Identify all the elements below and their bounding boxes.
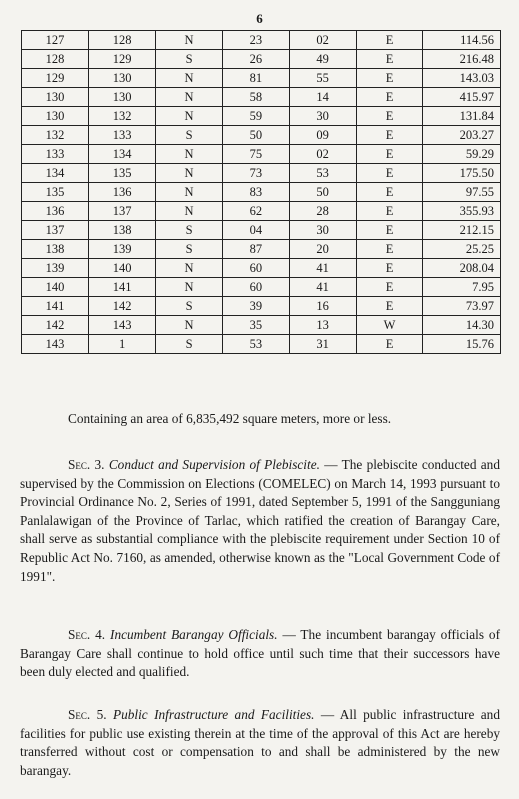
table-cell: 04 <box>222 221 289 240</box>
table-cell: 62 <box>222 202 289 221</box>
boundary-table-body <box>22 31 501 354</box>
table-cell: 41 <box>289 259 356 278</box>
table-row <box>22 259 501 278</box>
table-cell: 16 <box>289 297 356 316</box>
table-cell: E <box>356 164 423 183</box>
table-cell: 50 <box>222 126 289 145</box>
table-cell: 137 <box>22 221 89 240</box>
table-cell: W <box>356 316 423 335</box>
table-cell: 133 <box>89 126 156 145</box>
table-row <box>22 183 501 202</box>
table-cell: 136 <box>22 202 89 221</box>
table-cell: 49 <box>289 50 356 69</box>
table-cell: 35 <box>222 316 289 335</box>
table-cell: E <box>356 31 423 50</box>
table-cell: N <box>156 164 223 183</box>
table-cell: 141 <box>22 297 89 316</box>
table-cell: 208.04 <box>423 259 501 278</box>
table-cell: S <box>156 126 223 145</box>
table-cell: N <box>156 202 223 221</box>
table-cell: 73 <box>222 164 289 183</box>
table-cell: S <box>156 297 223 316</box>
table-cell: E <box>356 107 423 126</box>
table-cell: N <box>156 259 223 278</box>
table-cell: 138 <box>89 221 156 240</box>
table-cell: 55 <box>289 69 356 88</box>
table-row <box>22 164 501 183</box>
table-cell: 14 <box>289 88 356 107</box>
table-cell: 175.50 <box>423 164 501 183</box>
section-5-body: — All public infrastructure and facilities for public use existing therein at the time of the approval of this Act are hereby transferred without cost or compensation to and shall be administered by the new barangay. <box>20 707 500 778</box>
table-cell: 142 <box>89 297 156 316</box>
table-cell: S <box>156 240 223 259</box>
table-cell: 134 <box>89 145 156 164</box>
table-cell: S <box>156 50 223 69</box>
table-cell: 135 <box>22 183 89 202</box>
table-row <box>22 278 501 297</box>
boundary-table <box>21 30 501 354</box>
table-cell: 136 <box>89 183 156 202</box>
table-cell: 75 <box>222 145 289 164</box>
table-row <box>22 31 501 50</box>
table-cell: 141 <box>89 278 156 297</box>
section-4-paragraph <box>20 626 500 682</box>
table-cell: E <box>356 259 423 278</box>
table-cell: 355.93 <box>423 202 501 221</box>
table-cell: 15.76 <box>423 335 501 354</box>
table-cell: 60 <box>222 278 289 297</box>
table-cell: 139 <box>22 259 89 278</box>
table-cell: 39 <box>222 297 289 316</box>
table-cell: 140 <box>89 259 156 278</box>
page-number: 6 <box>256 11 263 26</box>
table-cell: 142 <box>22 316 89 335</box>
table-cell: 137 <box>89 202 156 221</box>
table-cell: 28 <box>289 202 356 221</box>
table-cell: 41 <box>289 278 356 297</box>
table-cell: 114.56 <box>423 31 501 50</box>
table-cell: 415.97 <box>423 88 501 107</box>
section-4-label: Sec. 4. <box>68 627 106 642</box>
table-cell: E <box>356 335 423 354</box>
table-cell: 30 <box>289 221 356 240</box>
section-5-label: Sec. 5. <box>68 707 107 722</box>
section-5-title: Public Infrastructure and Facilities. <box>112 707 315 722</box>
area-paragraph: Containing an area of 6,835,492 square meters, more or less. <box>68 411 392 426</box>
table-cell: N <box>156 278 223 297</box>
table-cell: 53 <box>289 164 356 183</box>
table-row <box>22 107 501 126</box>
table-cell: N <box>156 316 223 335</box>
table-cell: E <box>356 50 423 69</box>
table-cell: 58 <box>222 88 289 107</box>
table-cell: 143.03 <box>423 69 501 88</box>
table-cell: E <box>356 69 423 88</box>
table-cell: 134 <box>22 164 89 183</box>
table-cell: 31 <box>289 335 356 354</box>
table-cell: N <box>156 145 223 164</box>
table-cell: 131.84 <box>423 107 501 126</box>
table-cell: 143 <box>89 316 156 335</box>
table-cell: 02 <box>289 31 356 50</box>
table-row <box>22 335 501 354</box>
table-cell: 25.25 <box>423 240 501 259</box>
table-row <box>22 88 501 107</box>
table-row <box>22 240 501 259</box>
table-cell: S <box>156 335 223 354</box>
table-row <box>22 316 501 335</box>
table-cell: 139 <box>89 240 156 259</box>
table-row <box>22 202 501 221</box>
table-cell: 7.95 <box>423 278 501 297</box>
table-cell: 128 <box>89 31 156 50</box>
table-cell: 83 <box>222 183 289 202</box>
table-row <box>22 221 501 240</box>
table-cell: 20 <box>289 240 356 259</box>
table-cell: 129 <box>89 50 156 69</box>
table-cell: 53 <box>222 335 289 354</box>
table-cell: E <box>356 240 423 259</box>
table-cell: 140 <box>22 278 89 297</box>
table-cell: 13 <box>289 316 356 335</box>
table-cell: N <box>156 31 223 50</box>
section-3-label: Sec. 3. <box>68 457 105 472</box>
table-cell: E <box>356 145 423 164</box>
table-cell: E <box>356 278 423 297</box>
table-cell: 130 <box>89 88 156 107</box>
table-cell: 1 <box>89 335 156 354</box>
table-cell: 59.29 <box>423 145 501 164</box>
table-cell: 14.30 <box>423 316 501 335</box>
section-3-title: Conduct and Supervision of Plebiscite. <box>108 457 320 472</box>
table-cell: 87 <box>222 240 289 259</box>
table-cell: E <box>356 88 423 107</box>
table-cell: 130 <box>22 107 89 126</box>
table-cell: 216.48 <box>423 50 501 69</box>
table-cell: 128 <box>22 50 89 69</box>
table-cell: 129 <box>22 69 89 88</box>
table-cell: 212.15 <box>423 221 501 240</box>
table-cell: 73.97 <box>423 297 501 316</box>
table-cell: 59 <box>222 107 289 126</box>
table-cell: E <box>356 126 423 145</box>
section-4-body: — The incumbent barangay officials of Barangay Care shall continue to hold office until such time that their successors have been duly elected and qualified. <box>20 627 500 680</box>
table-cell: 127 <box>22 31 89 50</box>
table-cell: 97.55 <box>423 183 501 202</box>
table-cell: 50 <box>289 183 356 202</box>
table-cell: N <box>156 69 223 88</box>
section-4-title: Incumbent Barangay Officials. <box>110 627 278 642</box>
table-cell: E <box>356 183 423 202</box>
table-row <box>22 69 501 88</box>
table-cell: 203.27 <box>423 126 501 145</box>
table-cell: 133 <box>22 145 89 164</box>
table-cell: 130 <box>89 69 156 88</box>
table-cell: 138 <box>22 240 89 259</box>
table-cell: 26 <box>222 50 289 69</box>
table-cell: S <box>156 221 223 240</box>
table-cell: 135 <box>89 164 156 183</box>
table-cell: 130 <box>22 88 89 107</box>
table-cell: N <box>156 88 223 107</box>
table-cell: E <box>356 202 423 221</box>
table-cell: 30 <box>289 107 356 126</box>
table-cell: E <box>356 221 423 240</box>
section-3-body: — The plebiscite conducted and supervised by the Commission on Elections (COMELEC) on March 14, 1993 pursuant to Provincial Ordinance No. 2, Series of 1991, dated September 5, 1991 of the Sangguniang Panlalawigan of the Province of Tarlac, which ratified the creation of Barangay Care, shall serve as substantial compliance with the plebiscite requirement under Section 10 of Republic Act No. 7160, as amended, otherwise known as the "Local Government Code of 1991". <box>20 457 500 584</box>
table-cell: N <box>156 107 223 126</box>
table-cell: E <box>356 297 423 316</box>
table-cell: 60 <box>222 259 289 278</box>
table-cell: 143 <box>22 335 89 354</box>
section-3-paragraph <box>20 456 500 586</box>
table-cell: N <box>156 183 223 202</box>
table-cell: 02 <box>289 145 356 164</box>
table-row <box>22 297 501 316</box>
section-5-paragraph <box>20 706 500 780</box>
table-cell: 09 <box>289 126 356 145</box>
table-cell: 132 <box>89 107 156 126</box>
table-cell: 132 <box>22 126 89 145</box>
table-cell: 81 <box>222 69 289 88</box>
table-row <box>22 50 501 69</box>
table-row <box>22 145 501 164</box>
table-row <box>22 126 501 145</box>
table-cell: 23 <box>222 31 289 50</box>
